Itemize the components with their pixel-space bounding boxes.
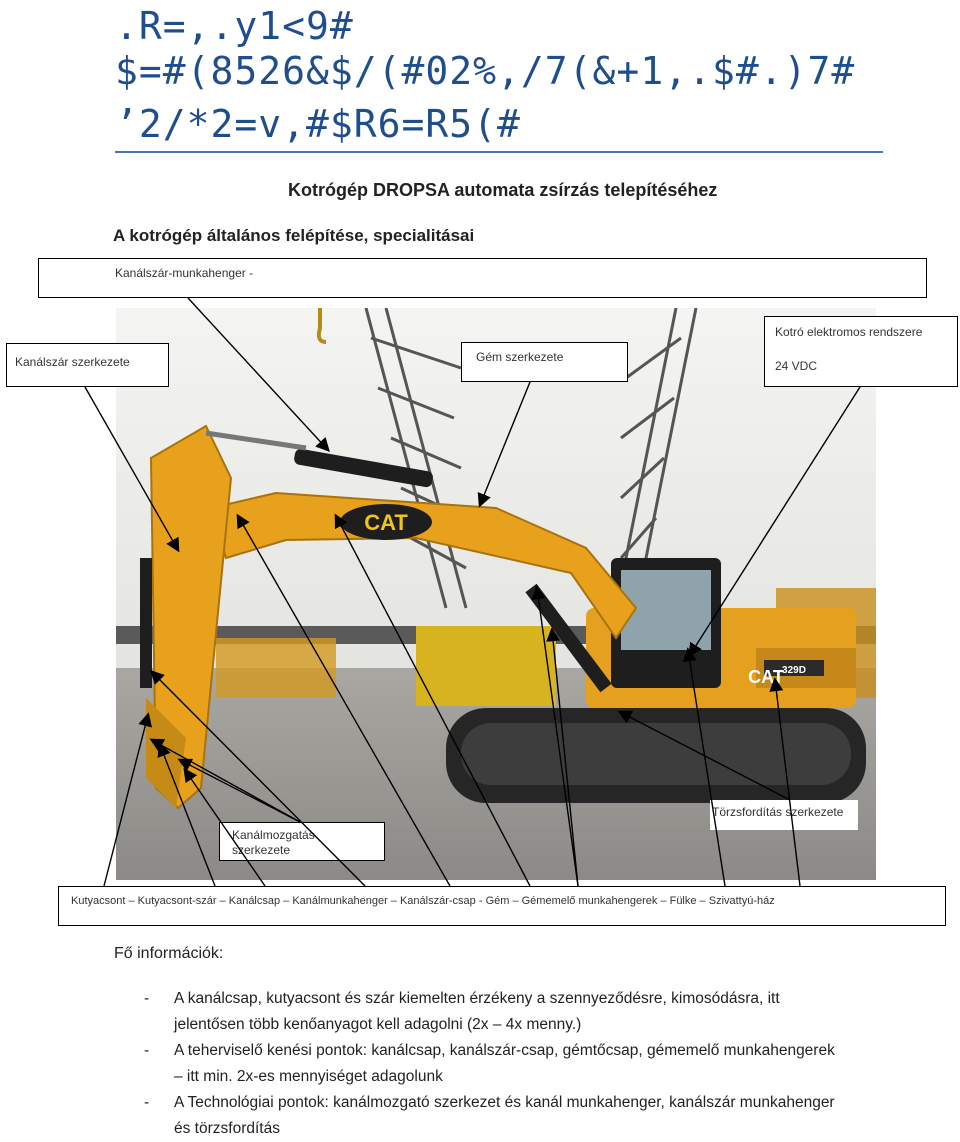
header-rule [115, 151, 883, 153]
model-label: 329D [782, 665, 806, 676]
header-line-2: $=#(8526&$/(#02%,/7(&+1,.$#.)7# [115, 49, 856, 93]
list-item [140, 1038, 840, 1090]
list-item-text: A teherviselő kenési pontok: kanálcsap, kanálszár-csap, gémtőcsap, gémemelő munkahengerek – itt min. 2x-es mennyiséget adagolunk [174, 1042, 835, 1085]
cab-brand-label: CAT [748, 667, 784, 687]
callout-label: Kanálszár szerkezete [15, 355, 130, 369]
bullet-dash: - [144, 990, 150, 1007]
header-line-3: ’2/*2=v,#$R6=R5(# [115, 102, 521, 146]
header-line-1: .R=,.y1<9# [115, 4, 354, 48]
callout-label: Törzsfordítás szerkezete [712, 805, 844, 819]
boom-brand-label: CAT [364, 510, 408, 535]
callout-label: Kanálmozgatás szerkezete [232, 828, 315, 857]
bullet-dash: - [144, 1094, 150, 1111]
callout-kanalszar-munkahenger [38, 258, 927, 298]
list-item-text: A Technológiai pontok: kanálmozgató szerkezet és kanál munkahenger, kanálszár munkahenger és törzsfordítás [174, 1094, 835, 1137]
callout-title: Kotró elektromos rendszere [775, 325, 923, 339]
section-subtitle: A kotrógép általános felépítése, specialitásai [113, 226, 475, 245]
info-title: Fő információk: [114, 945, 224, 962]
callout-elektromos-rendszer [764, 316, 958, 387]
callout-kanalmozgatas [219, 822, 385, 861]
callout-torzsforditas [710, 800, 858, 830]
callout-label: Gém szerkezete [476, 350, 564, 364]
legend-text: Kutyacsont – Kutyacsont-szár – Kanálcsap – Kanálmunkahenger – Kanálszár-csap - Gém – Gémemelő munkahengerek – Fülke – Szivattyú-ház [71, 895, 775, 907]
callout-label: Kanálszár-munkahenger - [115, 266, 254, 280]
callout-kanalszar-szerkezete [6, 343, 169, 387]
list-item [140, 986, 840, 1038]
callout-gem-szerkezete [461, 342, 628, 382]
document-title: Kotrógép DROPSA automata zsírzás telepítéséhez [288, 180, 718, 200]
list-item [140, 1090, 840, 1142]
callout-value: 24 VDC [775, 359, 818, 373]
parts-legend [58, 886, 946, 926]
excavator-photo [116, 308, 876, 880]
bullet-dash: - [144, 1042, 150, 1059]
info-list [140, 986, 840, 1142]
list-item-text: A kanálcsap, kutyacsont és szár kiemelten érzékeny a szennyeződésre, kimosódásra, itt jelentősen több kenőanyagot kell adagolni (2x – 4x menny.) [174, 990, 780, 1033]
